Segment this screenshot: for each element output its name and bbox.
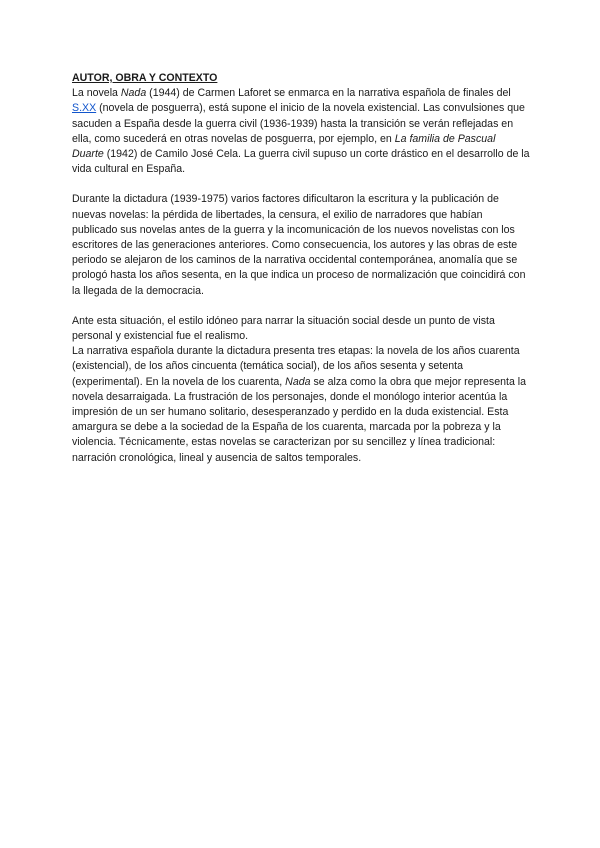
paragraph-gap xyxy=(72,177,530,192)
intro-text-4: (1942) de Camilo José Cela. La guerra civil supuso un corte drástico en el desarrollo de la vida cultural en España. xyxy=(72,148,530,176)
sxx-link[interactable]: S.XX xyxy=(72,102,97,115)
etapas-text-2: se alza como la obra que mejor representa la novela desarraigada. La frustración de los personajes, donde el monólogo interior acentúa la impresión de un ser humano solitario, desesperanzado y perdido en la duda existencial. Esta amargura se debe a la sociedad de la España de los cuarenta, marcada por la pobreza y la violencia. Técnicamente, estas novelas se caracterizan por su sencillez y línea tradicional: narración cronológica, lineal y ausencia de saltos temporales. xyxy=(72,375,527,464)
paragraph-dictadura: Durante la dictadura (1939-1975) varios factores dificultaron la escritura y la publicación de nuevas novelas: la pérdida de libertades, la censura, el exilio de narradores que habían publicado sus novelas antes de la guerra y la incomunicación de los nuevos novelistas con los escritores de las generaciones anteriores. Como consecuencia, los autores y las obras de este periodo se alejaron de los caminos de la narrativa occidental contemporánea, anomalía que se prologó hasta los años sesenta, en la que indica un proceso de normalización que coincidirá con la llegada de la democracia. xyxy=(72,193,526,297)
intro-text-3: (novela de posguerra), está supone el inicio de la novela existencial. Las convulsiones que sacuden a España desde la guerra civil (1936-1939) hasta la transición se verán reflejadas en ella, como sucederá en otras novelas de posguerra, por ejemplo, en xyxy=(72,102,525,145)
novel-title-pascual-duarte: La familia de Pascual Duarte xyxy=(72,132,496,161)
paragraph-etapas xyxy=(72,344,530,466)
intro-text-1: La novela xyxy=(72,87,121,100)
paragraph-gap xyxy=(72,299,530,314)
paragraph-intro xyxy=(72,86,530,177)
novel-title-nada: Nada xyxy=(120,87,147,100)
document-page xyxy=(72,71,530,466)
etapas-text-1: La narrativa española durante la dictadura presenta tres etapas: la novela de los años cuarenta (existencial), de los años cincuenta (temática social), de los años sesenta y setenta (experimental). En la novela de los cuarenta, xyxy=(72,345,520,388)
novel-title-nada: Nada xyxy=(285,375,311,388)
paragraph-realismo: Ante esta situación, el estilo idóneo para narrar la situación social desde un punto de vista personal y existencial fue el realismo. xyxy=(72,314,495,343)
intro-text-2: (1944) de Carmen Laforet se enmarca en la narrativa española de finales del xyxy=(146,87,511,100)
section-heading: AUTOR, OBRA Y CONTEXTO xyxy=(72,72,218,84)
